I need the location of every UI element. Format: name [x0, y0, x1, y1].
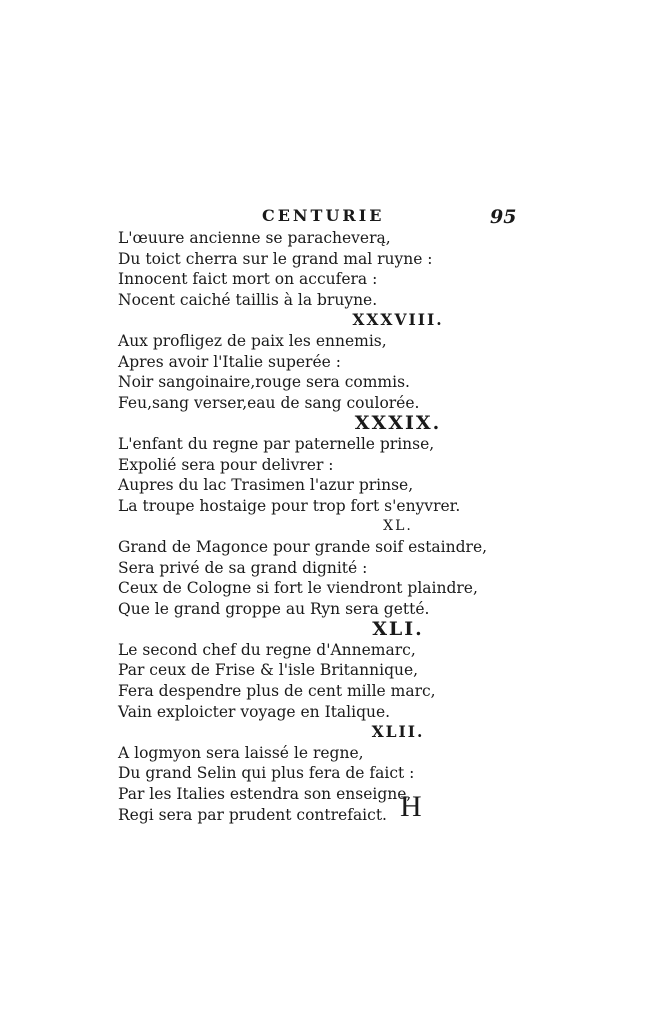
- verse-line: Du toict cherra sur le grand mal ruyne :: [118, 249, 433, 268]
- quatrain-number: XLI.: [372, 618, 424, 641]
- verse-line: Innocent faict mort on accufera :: [118, 270, 378, 289]
- quatrain-number: XLII.: [371, 722, 425, 742]
- verse-line: Expolié sera pour delivrer :: [118, 455, 334, 474]
- verse-line: Par ceux de Frise & l'isle Britannique,: [118, 661, 419, 680]
- quatrain-text: [118, 228, 618, 825]
- verse-line: Aux profligez de paix les ennemis,: [118, 331, 387, 350]
- verse-line: Vain exploicter voyage en Italique.: [118, 702, 391, 721]
- verse-line: L'œuure ancienne se paracheverą,: [118, 229, 391, 247]
- page-number: 95: [490, 206, 517, 228]
- verse-line: Fera despendre plus de cent mille marc,: [118, 682, 436, 701]
- verse-line: Regi sera par prudent contrefaict.: [118, 805, 387, 824]
- quatrain-number: XXXVIII.: [352, 310, 444, 330]
- verse-line: Que le grand groppe au Ryn sera getté.: [118, 599, 430, 618]
- verse-line: Apres avoir l'Italie superée :: [118, 352, 341, 371]
- verse-line: Le second chef du regne d'Annemarc,: [118, 640, 416, 659]
- verse-line: L'enfant du regne par paternelle prinse,: [118, 434, 435, 453]
- verse-line: Aupres du lac Trasimen l'azur prinse,: [118, 476, 414, 495]
- quatrain-number: XL.: [383, 518, 413, 535]
- verse-line: Sera privé de sa grand dignité :: [118, 558, 368, 577]
- verse-line: La troupe hostaige pour trop fort s'enyvrer.: [118, 496, 461, 515]
- running-title: CENTURIE: [262, 206, 385, 225]
- quatrain-number: XXXIX.: [354, 412, 442, 435]
- verse-line: A logmyon sera laissé le regne,: [118, 743, 364, 762]
- verse-line: Feu,sang verser,eau de sang coulorée.: [118, 393, 420, 412]
- verse-line: Ceux de Cologne si fort le viendront plaindre,: [118, 579, 478, 598]
- verse-line: Noir sangoinaire,rouge sera commis.: [118, 373, 410, 392]
- verse-line: Grand de Magonce pour grande soif estaindre,: [118, 537, 488, 556]
- verse-line: Du grand Selin qui plus fera de faict :: [118, 764, 415, 783]
- verse-line: Nocent caiché taillis à la bruyne.: [118, 290, 378, 309]
- signature-mark: H: [400, 790, 422, 823]
- verse-line: Par les Italies estendra son enseigne,: [118, 785, 412, 804]
